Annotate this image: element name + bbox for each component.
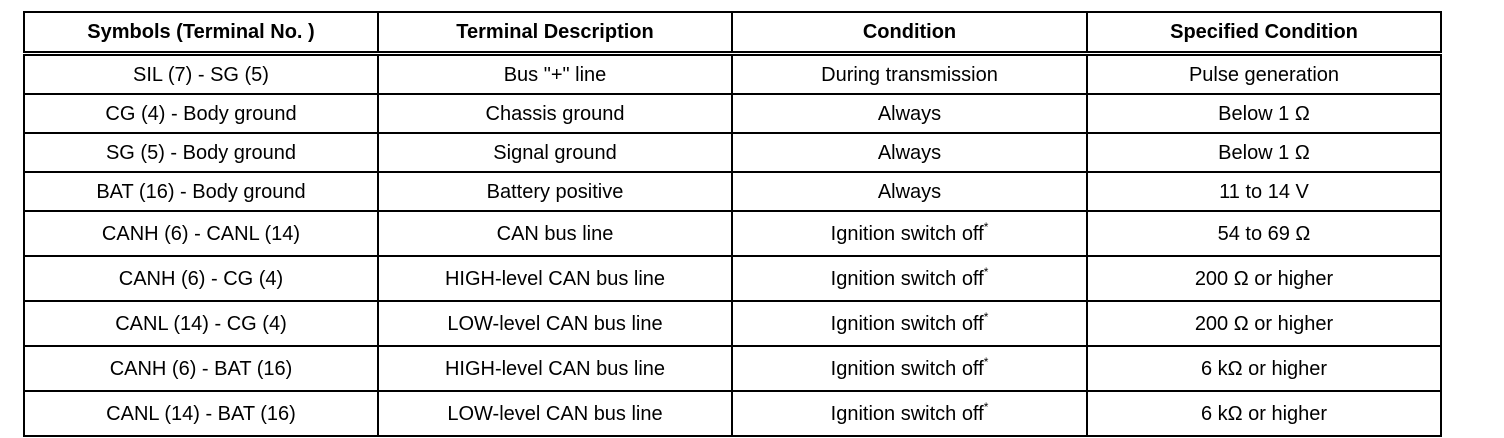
cell-specified: Pulse generation	[1087, 54, 1441, 95]
condition-text: Always	[877, 102, 942, 125]
terminal-spec-table	[23, 11, 1442, 437]
cell-condition	[732, 391, 1087, 436]
cell-symbol: SG (5) - Body ground	[24, 133, 378, 172]
condition-text: Always	[877, 141, 942, 164]
cell-condition	[732, 54, 1087, 95]
condition-footnote-mark: *	[983, 219, 989, 234]
cell-condition	[732, 256, 1087, 301]
cell-description: CAN bus line	[378, 211, 732, 256]
header-condition: Condition	[732, 12, 1087, 54]
cell-symbol: CANH (6) - CG (4)	[24, 256, 378, 301]
condition-text: Ignition switch off	[830, 357, 984, 380]
condition-footnote-mark: *	[983, 264, 989, 279]
condition-text: Ignition switch off	[830, 312, 984, 335]
cell-symbol: SIL (7) - SG (5)	[24, 54, 378, 95]
cell-condition	[732, 172, 1087, 211]
cell-specified: Below 1 Ω	[1087, 94, 1441, 133]
table-row	[24, 346, 1441, 391]
table-header-row	[24, 12, 1441, 54]
header-symbols: Symbols (Terminal No. )	[24, 12, 378, 54]
condition-text: Always	[877, 180, 942, 203]
table-row	[24, 391, 1441, 436]
cell-symbol: CG (4) - Body ground	[24, 94, 378, 133]
table-row	[24, 256, 1441, 301]
condition-text: Ignition switch off	[830, 222, 984, 245]
table-row	[24, 133, 1441, 172]
cell-condition	[732, 346, 1087, 391]
cell-specified: 11 to 14 V	[1087, 172, 1441, 211]
cell-description: Bus "+" line	[378, 54, 732, 95]
cell-description: Chassis ground	[378, 94, 732, 133]
cell-description: HIGH-level CAN bus line	[378, 256, 732, 301]
cell-specified: 6 kΩ or higher	[1087, 346, 1441, 391]
cell-symbol: CANL (14) - CG (4)	[24, 301, 378, 346]
cell-condition	[732, 301, 1087, 346]
cell-specified: 54 to 69 Ω	[1087, 211, 1441, 256]
cell-symbol: BAT (16) - Body ground	[24, 172, 378, 211]
cell-description: LOW-level CAN bus line	[378, 301, 732, 346]
table-row	[24, 54, 1441, 95]
cell-symbol: CANH (6) - CANL (14)	[24, 211, 378, 256]
cell-condition	[732, 94, 1087, 133]
table-row	[24, 301, 1441, 346]
cell-condition	[732, 133, 1087, 172]
cell-description: Battery positive	[378, 172, 732, 211]
cell-specified: 200 Ω or higher	[1087, 256, 1441, 301]
cell-specified: 6 kΩ or higher	[1087, 391, 1441, 436]
cell-description: LOW-level CAN bus line	[378, 391, 732, 436]
cell-symbol: CANH (6) - BAT (16)	[24, 346, 378, 391]
condition-text: Ignition switch off	[830, 267, 984, 290]
header-specified-condition: Specified Condition	[1087, 12, 1441, 54]
condition-footnote-mark: *	[983, 399, 989, 414]
condition-text: Ignition switch off	[830, 402, 984, 425]
condition-footnote-mark: *	[983, 354, 989, 369]
cell-description: HIGH-level CAN bus line	[378, 346, 732, 391]
table-row	[24, 211, 1441, 256]
table-row	[24, 94, 1441, 133]
cell-specified: 200 Ω or higher	[1087, 301, 1441, 346]
cell-description: Signal ground	[378, 133, 732, 172]
condition-text: During transmission	[821, 63, 998, 86]
cell-condition	[732, 211, 1087, 256]
condition-footnote-mark: *	[983, 309, 989, 324]
cell-symbol: CANL (14) - BAT (16)	[24, 391, 378, 436]
cell-specified: Below 1 Ω	[1087, 133, 1441, 172]
header-terminal-description: Terminal Description	[378, 12, 732, 54]
table-row	[24, 172, 1441, 211]
